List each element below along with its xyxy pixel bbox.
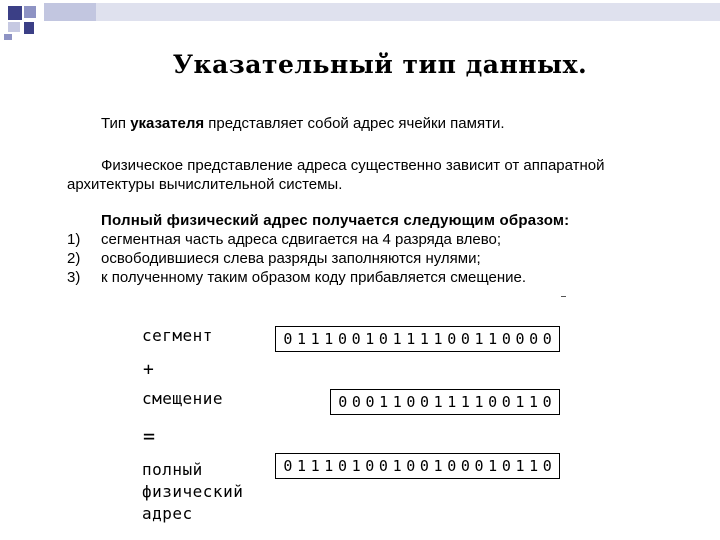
para1-after: представляет собой адрес ячейки памяти. — [204, 115, 505, 132]
bit-digit: 0 — [460, 330, 470, 348]
bit-digit: 1 — [296, 457, 306, 475]
paragraph-physical-line2: архитектуры вычислительной системы. — [67, 176, 343, 193]
bit-digit: 1 — [474, 393, 484, 411]
bit-digit: 0 — [542, 457, 552, 475]
bit-digit: 0 — [542, 330, 552, 348]
list-item: к полученному таким образом коду прибавляется смещение. — [101, 269, 527, 286]
bit-digit: 0 — [378, 330, 388, 348]
bit-digit: 0 — [515, 330, 525, 348]
paragraph-pointer-definition — [101, 114, 505, 134]
bit-digit: 0 — [447, 330, 457, 348]
bit-digit: 1 — [324, 330, 334, 348]
bit-digit: 1 — [433, 330, 443, 348]
equals-sign: = — [143, 424, 156, 448]
segment-label: сегмент — [142, 326, 213, 345]
bit-digit: 1 — [406, 330, 416, 348]
bit-digit: 0 — [378, 457, 388, 475]
bit-digit: 1 — [460, 393, 470, 411]
bit-digit: 0 — [365, 457, 375, 475]
bit-digit: 1 — [392, 457, 402, 475]
header-bar — [44, 3, 720, 21]
corner-decoration — [0, 0, 40, 40]
bit-digit: 0 — [501, 330, 511, 348]
bit-digit: 0 — [529, 330, 539, 348]
bit-digit: 1 — [324, 457, 334, 475]
bit-digit: 1 — [488, 330, 498, 348]
bit-digit: 0 — [420, 393, 430, 411]
bit-digit: 0 — [474, 457, 484, 475]
bit-digit: 1 — [379, 393, 389, 411]
bit-digit: 0 — [406, 457, 416, 475]
bit-digit: 0 — [406, 393, 416, 411]
bit-digit: 1 — [392, 330, 402, 348]
bit-digit: 1 — [419, 330, 429, 348]
list-number: 2) — [67, 250, 81, 267]
full-address-bits — [275, 453, 560, 479]
bit-digit: 0 — [447, 457, 457, 475]
para1-bold: указателя — [130, 115, 205, 132]
bit-digit: 0 — [337, 457, 347, 475]
bit-digit: 0 — [365, 393, 375, 411]
paragraph-physical-line1: Физическое представление адреса существенно зависит от аппаратной — [101, 157, 605, 174]
bit-digit: 0 — [338, 393, 348, 411]
plus-sign: + — [143, 359, 155, 380]
bit-digit: 1 — [474, 330, 484, 348]
bit-digit: 1 — [447, 393, 457, 411]
bit-digit: 0 — [351, 393, 361, 411]
bit-digit: 1 — [392, 393, 402, 411]
bit-digit: 1 — [310, 457, 320, 475]
bit-digit: 1 — [529, 393, 539, 411]
bit-digit: 0 — [501, 457, 511, 475]
bit-digit: 1 — [433, 457, 443, 475]
list-number: 1) — [67, 231, 81, 248]
bit-digit: 1 — [515, 393, 525, 411]
bit-digit: 0 — [283, 330, 293, 348]
bit-digit: 1 — [529, 457, 539, 475]
bit-digit: 0 — [337, 330, 347, 348]
page-title: Указательный тип данных. — [172, 50, 588, 79]
para1-before: Тип — [101, 115, 131, 132]
bit-digit: 0 — [283, 457, 293, 475]
bit-digit: 1 — [515, 457, 525, 475]
bit-digit: 0 — [460, 457, 470, 475]
list-item: освободившиеся слева разряды заполняются нулями; — [101, 250, 481, 267]
full-address-label: полный физический адрес — [142, 460, 244, 523]
bit-digit: 0 — [351, 330, 361, 348]
bit-digit: 1 — [310, 330, 320, 348]
bit-digit: 1 — [351, 457, 361, 475]
bit-digit: 1 — [296, 330, 306, 348]
paragraph-full-address-heading: Полный физический адрес получается следующим образом: — [101, 212, 570, 229]
bit-digit: 1 — [433, 393, 443, 411]
stray-dash — [561, 296, 566, 297]
offset-label: смещение — [142, 389, 224, 408]
bit-digit: 0 — [501, 393, 511, 411]
offset-bits — [330, 389, 560, 415]
bit-digit: 0 — [488, 393, 498, 411]
bit-digit: 1 — [365, 330, 375, 348]
bit-digit: 1 — [488, 457, 498, 475]
bit-digit: 0 — [419, 457, 429, 475]
segment-bits — [275, 326, 560, 352]
list-item: сегментная часть адреса сдвигается на 4 разряда влево; — [101, 231, 502, 248]
bit-digit: 0 — [542, 393, 552, 411]
list-number: 3) — [67, 269, 81, 286]
